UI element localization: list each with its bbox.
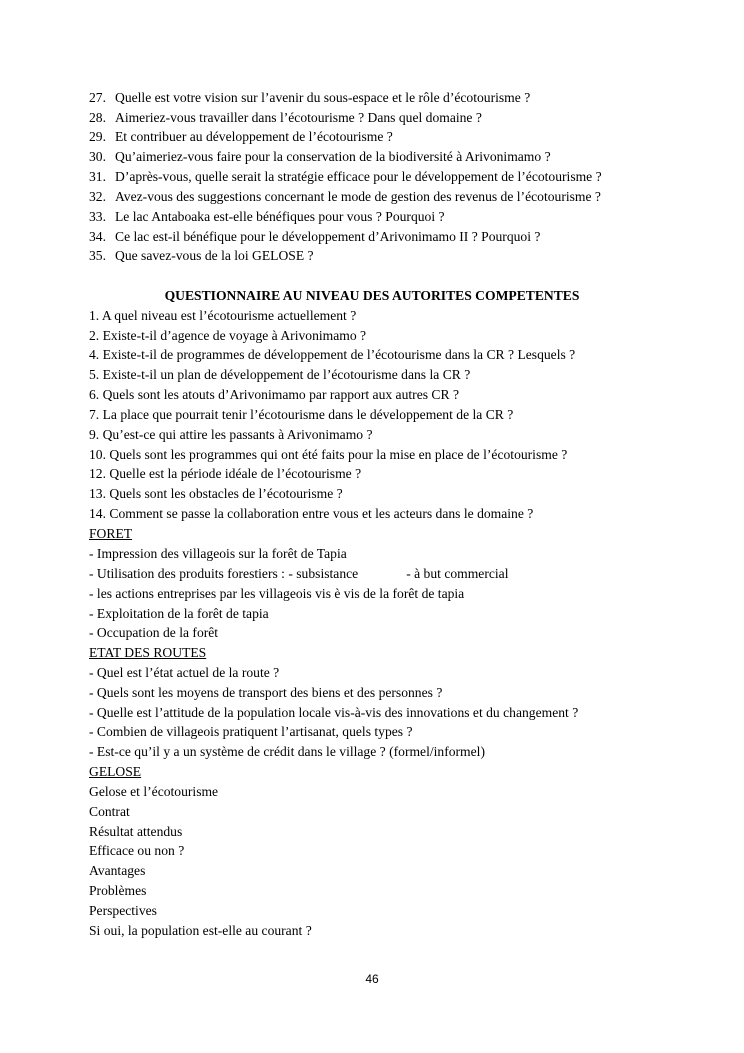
gelose-item: Perspectives bbox=[89, 903, 157, 918]
list-item: 32. Avez-vous des suggestions concernant le mode de gestion des revenus de l’écotourisme ? bbox=[89, 189, 601, 204]
page-number: 46 bbox=[365, 972, 379, 986]
question-item: 5. Existe-t-il un plan de développement de l’écotourisme dans la CR ? bbox=[89, 367, 471, 382]
list-item: 31. D’après-vous, quelle serait la stratégie efficace pour le développement de l’écotourisme ? bbox=[89, 169, 602, 184]
question-item: 12. Quelle est la période idéale de l’écotourisme ? bbox=[89, 466, 362, 481]
gelose-item: Gelose et l’écotourisme bbox=[89, 784, 219, 799]
foret-item: - Exploitation de la forêt de tapia bbox=[89, 606, 269, 621]
list-item: 33. Le lac Antaboaka est-elle bénéfiques pour vous ? Pourquoi ? bbox=[89, 209, 445, 224]
question-item: 9. Qu’est-ce qui attire les passants à Arivonimamo ? bbox=[89, 427, 373, 442]
section-heading: QUESTIONNAIRE AU NIVEAU DES AUTORITES COMPETENTES bbox=[164, 288, 580, 303]
list-item: 27. Quelle est votre vision sur l’avenir du sous-espace et le rôle d’écotourisme ? bbox=[89, 90, 531, 105]
gelose-item: Résultat attendus bbox=[89, 824, 183, 839]
routes-title: ETAT DES ROUTES bbox=[89, 645, 207, 660]
foret-item: - Utilisation des produits forestiers : - subsistance - à but commercial bbox=[89, 566, 509, 581]
gelose-item: Avantages bbox=[89, 863, 146, 878]
question-item: 13. Quels sont les obstacles de l’écotourisme ? bbox=[89, 486, 343, 501]
question-item: 10. Quels sont les programmes qui ont été faits pour la mise en place de l’écotourisme ? bbox=[89, 447, 568, 462]
list-item: 28. Aimeriez-vous travailler dans l’écotourisme ? Dans quel domaine ? bbox=[89, 110, 482, 125]
list-item: 29. Et contribuer au développement de l’écotourisme ? bbox=[89, 129, 393, 144]
foret-item: - Occupation de la forêt bbox=[89, 625, 219, 640]
gelose-title: GELOSE bbox=[89, 764, 142, 779]
foret-title: FORET bbox=[89, 526, 133, 541]
routes-item: - Est-ce qu’il y a un système de crédit dans le village ? (formel/informel) bbox=[89, 744, 485, 759]
routes-item: - Quel est l’état actuel de la route ? bbox=[89, 665, 280, 680]
foret-item: - Impression des villageois sur la forêt de Tapia bbox=[89, 546, 347, 561]
gelose-item: Efficace ou non ? bbox=[89, 843, 185, 858]
question-item: 4. Existe-t-il de programmes de développement de l’écotourisme dans la CR ? Lesquels ? bbox=[89, 347, 576, 362]
list-item: 35. Que savez-vous de la loi GELOSE ? bbox=[89, 248, 314, 263]
foret-item: - les actions entreprises par les villageois vis è vis de la forêt de tapia bbox=[89, 586, 465, 601]
list-item: 34. Ce lac est-il bénéfique pour le développement d’Arivonimamo II ? Pourquoi ? bbox=[89, 229, 541, 244]
question-item: 6. Quels sont les atouts d’Arivonimamo par rapport aux autres CR ? bbox=[89, 387, 459, 402]
question-item: 7. La place que pourrait tenir l’écotourisme dans le développement de la CR ? bbox=[89, 407, 514, 422]
gelose-item: Problèmes bbox=[89, 883, 147, 898]
question-item: 14. Comment se passe la collaboration entre vous et les acteurs dans le domaine ? bbox=[89, 506, 534, 521]
routes-item: - Combien de villageois pratiquent l’artisanat, quels types ? bbox=[89, 724, 413, 739]
gelose-item: Contrat bbox=[89, 804, 130, 819]
question-item: 1. A quel niveau est l’écotourisme actuellement ? bbox=[89, 308, 357, 323]
routes-item: - Quelle est l’attitude de la population locale vis-à-vis des innovations et du changement ? bbox=[89, 705, 579, 720]
list-item: 30. Qu’aimeriez-vous faire pour la conservation de la biodiversité à Arivonimamo ? bbox=[89, 149, 551, 164]
question-item: 2. Existe-t-il d’agence de voyage à Arivonimamo ? bbox=[89, 328, 367, 343]
gelose-item: Si oui, la population est-elle au courant ? bbox=[89, 923, 312, 938]
routes-item: - Quels sont les moyens de transport des biens et des personnes ? bbox=[89, 685, 443, 700]
